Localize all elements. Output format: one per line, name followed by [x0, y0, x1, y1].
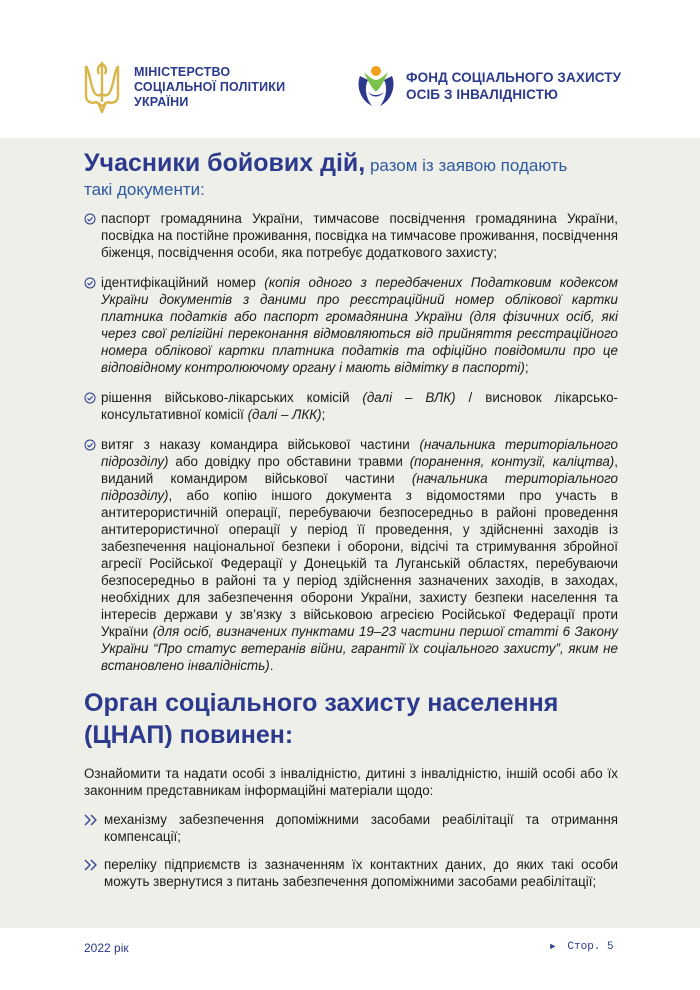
- ministry-name-line3: УКРАЇНИ: [134, 94, 189, 109]
- item-note: (начальника територіального підрозділу): [101, 471, 618, 503]
- page-number: [550, 941, 614, 953]
- list-item: [84, 389, 618, 423]
- item-note: (копія одного з передбачених Податковим кодексом України документів з даними про реєстраційний номер облікової картки платника податків або паспорт громадянина України (для фізичних осіб, які через свої релігійні переконання відмовляються від прийняття реєстраційного номера облікової картки платника податків та офіційно повідомили про це відповідному контролюючому органу і мають відмітку в паспорті): [101, 275, 618, 375]
- item-text: , або копію іншого документа з відомостями про участь в антитерористичній операції, перебуваючи безпосередньо в районі проведення антитерористичної операції у період її проведення, у здійсненні заходів із забезпечення національної безпеки і оборони, відсічі та стримування збройної агресії Російської Федерації у Донецькій та Луганській областях, перебуваючи безпосередньо в районі та у період здійснення зазначених заходів, в заходах, необхідних для забезпечення оборони України, захисту безпеки населення та інтересів держави у зв’язку з військовою агресією Російської Федерації проти України: [101, 488, 618, 639]
- list-item: [84, 811, 618, 845]
- check-circle-icon: [84, 213, 96, 225]
- page-footer: [0, 928, 700, 990]
- fund-name-line1: ФОНД СОЦІАЛЬНОГО ЗАХИСТУ: [406, 70, 622, 85]
- section2-title: [84, 687, 618, 751]
- item-text: .: [269, 658, 274, 673]
- page-number-label: Стор. 5: [567, 941, 614, 953]
- item-text: або довідку про обставини травми: [168, 454, 410, 469]
- section1-title-bold: Учасники бойових дій,: [84, 149, 366, 177]
- item-text: / висновок лікарсько-консультативної комісії: [101, 390, 618, 422]
- item-text: , виданий командиром військової частини: [101, 454, 618, 486]
- ministry-name: [134, 65, 285, 110]
- item-text: переліку підприємств із зазначенням їх контактних даних, до яких такі особи можуть звернутися з питань забезпечення допоміжними засобами реабілітації;: [104, 857, 618, 889]
- section1-title: [84, 150, 618, 179]
- check-circle-icon: [84, 277, 96, 289]
- trident-emblem-icon: [80, 58, 124, 116]
- item-text: механізму забезпечення допоміжними засобами реабілітації та отримання компенсації;: [104, 812, 618, 844]
- section1-title-rest: разом із заявою подають: [365, 156, 568, 175]
- check-circle-icon: [84, 392, 96, 404]
- page-content: [0, 138, 700, 928]
- check-circle-icon: [84, 439, 96, 451]
- ministry-name-line1: МІНІСТЕРСТВО: [134, 64, 231, 79]
- fund-logo: [354, 62, 621, 110]
- item-text: ;: [321, 407, 326, 422]
- fund-name-line2: ОСІБ З ІНВАЛІДНІСТЮ: [406, 87, 558, 102]
- fund-hands-emblem-icon: [354, 62, 398, 110]
- list-item: [84, 274, 618, 376]
- item-text: паспорт громадянина України, тимчасове посвідчення громадянина України, посвідка на постійне проживання, посвідка на тимчасове проживання, посвідчення біженця, посвідчення особи, яка потребує додаткового захисту;: [101, 211, 618, 260]
- list-item: [84, 210, 618, 261]
- item-note: (для осіб, визначених пунктами 19–23 частини першої статті 6 Закону України “Про статус ветеранів війни, гарантії їх соціального захисту”, яким не встановлено інвалідність): [101, 624, 618, 673]
- ministry-name-line2: СОЦІАЛЬНОЇ ПОЛІТИКИ: [134, 79, 286, 94]
- item-text: рішення військово-лікарських комісій: [101, 390, 363, 405]
- double-chevron-right-icon: [84, 859, 98, 871]
- list-item: [84, 436, 618, 674]
- fund-name: [406, 69, 621, 103]
- item-note: (далі – ЛКК): [247, 407, 322, 422]
- item-note: (поранення, контузії, каліцтва): [409, 454, 615, 469]
- item-text: витяг з наказу командира військової частини: [101, 437, 420, 452]
- item-note: (далі – ВЛК): [362, 390, 456, 405]
- double-chevron-right-icon: [84, 814, 98, 826]
- content-column: [84, 150, 618, 901]
- ministry-logo: [80, 58, 285, 116]
- section1-title-line2: такі документи:: [84, 180, 205, 199]
- documents-list: [84, 210, 618, 674]
- footer-year: 2022 рік: [84, 941, 129, 955]
- section2-intro: Ознайомити та надати особі з інвалідністю, дитині з інвалідністю, іншій особі або їх законним представникам інформаційні матеріали щодо:: [84, 766, 618, 798]
- triangle-right-icon: ►: [550, 942, 556, 952]
- section2-title-line2: (ЦНАП) повинен:: [84, 721, 294, 749]
- item-text: ;: [524, 360, 529, 375]
- item-note: (начальника територіального підрозділу): [101, 437, 618, 469]
- page-header: [0, 0, 700, 138]
- list-item: [84, 856, 618, 890]
- section2-title-line1: Орган соціального захисту населення: [84, 689, 559, 717]
- item-text: ідентифікаційний номер: [101, 275, 265, 290]
- info-materials-list: [84, 811, 618, 890]
